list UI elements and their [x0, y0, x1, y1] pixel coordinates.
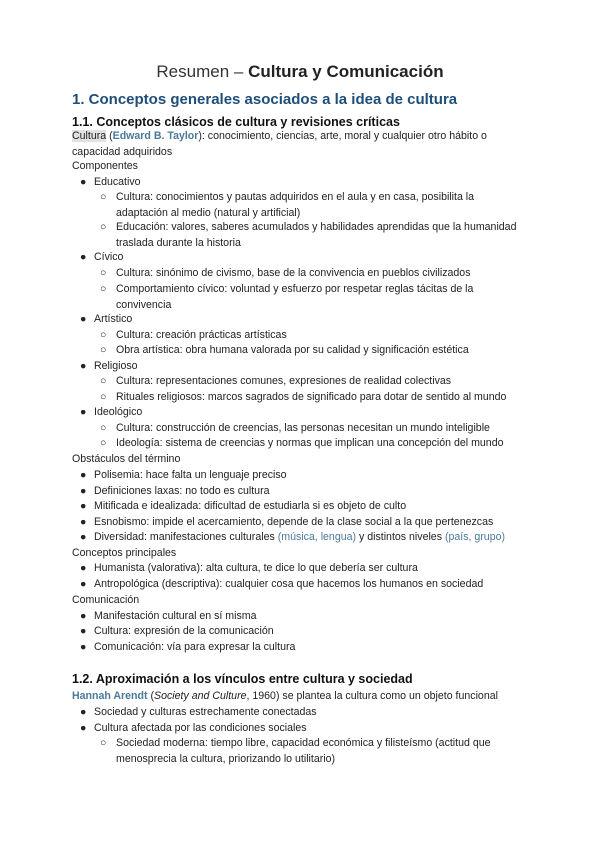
bullet-icon: ●: [80, 406, 87, 418]
sub-list-item: [100, 736, 526, 767]
author-taylor: Edward B. Taylor: [112, 130, 199, 142]
item-text: Cultura: sinónimo de civismo, base de la convivencia en pueblos civilizados: [116, 267, 471, 279]
bullet-icon: ●: [80, 176, 87, 188]
definition-paragraph: [72, 129, 522, 160]
sub-list-item: [100, 282, 526, 313]
ring-bullet-icon: ○: [100, 391, 107, 403]
item-text: Cultura: representaciones comunes, expresiones de realidad colectivas: [116, 375, 452, 387]
item-text: Cultura afectada por las condiciones sociales: [94, 722, 307, 734]
list-item: [80, 577, 525, 593]
bullet-icon: ●: [80, 251, 87, 263]
ring-bullet-icon: ○: [100, 191, 107, 203]
title-prefix: Resumen –: [156, 62, 249, 81]
bullet-icon: ●: [80, 313, 87, 325]
list-item: [80, 640, 525, 656]
item-text: Cívico: [94, 251, 124, 263]
sub-list-item: [100, 266, 526, 282]
item-text: Religioso: [94, 360, 138, 372]
label-obstaculos: Obstáculos del término: [72, 453, 181, 465]
list-item: [80, 721, 525, 737]
ring-bullet-icon: ○: [100, 375, 107, 387]
item-text: Cultura: construcción de creencias, las personas necesitan un mundo inteligible: [116, 422, 490, 434]
list-item: [80, 468, 525, 484]
title-bold: Cultura y Comunicación: [248, 62, 444, 81]
item-text: Obra artística: obra humana valorada por su calidad y significación estética: [116, 344, 469, 356]
work-title: Society and Culture: [154, 690, 247, 702]
ring-bullet-icon: ○: [100, 283, 107, 295]
bullet-icon: ●: [80, 706, 87, 718]
ring-bullet-icon: ○: [100, 422, 107, 434]
item-text: Polisemia: hace falta un lenguaje preciso: [94, 469, 287, 481]
item-text: Cultura: conocimientos y pautas adquiridos en el aula y en casa, posibilita la adaptación al medio (natural y artificial): [116, 191, 475, 219]
label-componentes: Componentes: [72, 160, 138, 172]
sub-list-item: [100, 220, 526, 251]
item-text: Cultura: expresión de la comunicación: [94, 625, 274, 637]
list-item: [80, 609, 525, 625]
highlight-part: (país, grupo): [444, 531, 506, 543]
bullet-icon: ●: [80, 500, 87, 512]
bullet-icon: ●: [80, 562, 87, 574]
heading-1-2: 1.2. Aproximación a los vínculos entre cultura y sociedad: [72, 672, 413, 686]
highlight-part: (música, lengua): [277, 531, 357, 543]
item-text: Mitificada e idealizada: dificultad de estudiarla si es objeto de culto: [94, 500, 407, 512]
paren-open: (: [147, 690, 155, 702]
list-item: [80, 624, 525, 640]
bullet-icon: ●: [80, 610, 87, 622]
sub-list-item: [100, 421, 526, 437]
term-cultura: Cultura: [72, 130, 107, 142]
list-item: [80, 405, 525, 421]
list-item: [80, 312, 525, 328]
list-item: [80, 561, 525, 577]
bullet-icon: ●: [80, 485, 87, 497]
list-item: [80, 705, 525, 721]
list-item: [80, 499, 525, 515]
list-item: [80, 515, 525, 531]
ring-bullet-icon: ○: [100, 344, 107, 356]
sub-list-item: [100, 374, 526, 390]
list-item: [80, 530, 525, 546]
bullet-icon: ●: [80, 641, 87, 653]
paren-open: (: [106, 130, 113, 142]
bullet-icon: ●: [80, 360, 87, 372]
item-text: Educación: valores, saberes acumulados y habilidades aprendidas que la humanidad traslada durante la historia: [116, 221, 517, 249]
item-text: Educativo: [94, 176, 141, 188]
definition-text: ): conocimiento, ciencias, arte, moral y cualquier otro hábito o capacidad adquiridos: [72, 130, 487, 158]
item-text: Sociedad y culturas estrechamente conectadas: [94, 706, 317, 718]
item-text: Ideología: sistema de creencias y normas que implican una concepción del mundo: [116, 437, 504, 449]
item-text: Ideológico: [94, 406, 143, 418]
item-text: Manifestación cultural en sí misma: [94, 610, 257, 622]
heading-1-1: 1.1. Conceptos clásicos de cultura y revisiones críticas: [72, 115, 400, 129]
text-part: y distintos niveles: [356, 531, 445, 543]
item-text: Comportamiento cívico: voluntad y esfuerzo por respetar reglas tácitas de la convivencia: [116, 283, 474, 311]
item-text: Humanista (valorativa): alta cultura, te dice lo que debería ser cultura: [94, 562, 418, 574]
bullet-icon: ●: [80, 625, 87, 637]
bullet-icon: ●: [80, 469, 87, 481]
item-text: Rituales religiosos: marcos sagrados de significado para dotar de sentido al mundo: [116, 391, 507, 403]
text-part: Diversidad: manifestaciones culturales: [94, 531, 278, 543]
bullet-icon: ●: [80, 722, 87, 734]
paragraph-text: , 1960) se plantea la cultura como un objeto funcional: [246, 690, 498, 702]
author-arendt: Hannah Arendt: [72, 690, 148, 702]
list-item: [80, 250, 525, 266]
ring-bullet-icon: ○: [100, 737, 107, 749]
sub-list-item: [100, 436, 526, 452]
sub-list-item: [100, 328, 526, 344]
list-item: [80, 359, 525, 375]
item-text: Definiciones laxas: no todo es cultura: [94, 485, 270, 497]
ring-bullet-icon: ○: [100, 437, 107, 449]
arendt-paragraph: [72, 689, 522, 705]
label-conceptos: Conceptos principales: [72, 547, 177, 559]
label-comunicacion: Comunicación: [72, 594, 140, 606]
item-text: Antropológica (descriptiva): cualquier cosa que hacemos los humanos en sociedad: [94, 578, 484, 590]
sub-list-item: [100, 343, 526, 359]
ring-bullet-icon: ○: [100, 221, 107, 233]
item-text: [94, 530, 519, 546]
ring-bullet-icon: ○: [100, 267, 107, 279]
bullet-icon: ●: [80, 516, 87, 528]
list-item: [80, 175, 525, 191]
bullet-icon: ●: [80, 578, 87, 590]
item-text: Artístico: [94, 313, 133, 325]
sub-list-item: [100, 390, 526, 406]
bullet-icon: ●: [80, 531, 87, 543]
item-text: Esnobismo: impide el acercamiento, depende de la clase social a la que pertenezcas: [94, 516, 494, 528]
sub-list-item: [100, 190, 526, 221]
heading-1: 1. Conceptos generales asociados a la idea de cultura: [72, 91, 458, 108]
page-title: [0, 62, 600, 82]
item-text: Sociedad moderna: tiempo libre, capacidad económica y filisteísmo (actitud que menosprecia la cultura, priorizando lo utilitario): [116, 737, 491, 765]
item-text: Comunicación: vía para expresar la cultura: [94, 641, 296, 653]
list-item: [80, 484, 525, 500]
ring-bullet-icon: ○: [100, 329, 107, 341]
item-text: Cultura: creación prácticas artísticas: [116, 329, 287, 341]
